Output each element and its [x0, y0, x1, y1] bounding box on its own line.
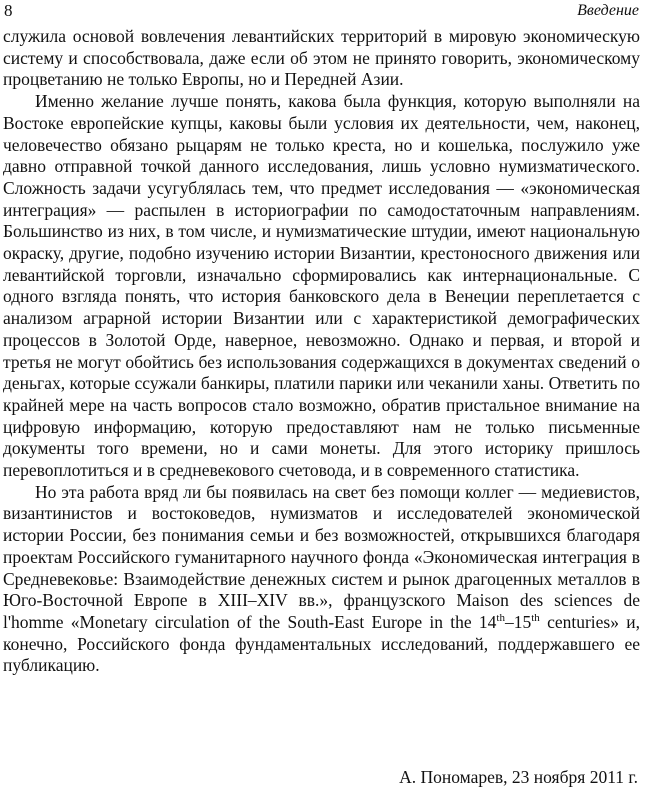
ordinal-suffix: th: [531, 612, 540, 625]
running-title: Введение: [577, 2, 639, 19]
page-number: 8: [4, 1, 13, 20]
paragraph-3-text-a: Но эта работа вряд ли бы появилась на свет без помощи коллег — медиевистов, византинистов и востоковедов, нумизматов и исследователей экономической истории России, без понимания семьи и без возможностей, открывшихся благодаря проектам Российского гуманитарного научного фонда «Экономическая интеграция в Средневековье: Взаимодействие денежных систем и рынок драгоценных металлов в Юго-Восточной Европе в XIII–XIV вв.», французского Maison des sciences de l'homme «Monetary circulation of the South-East Europe in the 14: [3, 481, 640, 632]
ordinal-suffix: th: [496, 612, 505, 625]
paragraph-3-text-c: centuries» и, конечно, Российского фонда фундаментальных исследований, поддержавшего ее публикацию.: [3, 611, 641, 676]
paragraph-2: Именно желание лучше понять, какова была функция, которую выполняли на Востоке европейские купцы, каковы были условия их деятельности, чем, наконец, человечество обязано рыцарям не только креста, но и кошелька, послужило уже давно отправной точкой данного исследования, лишь условно нумизматического. Сложность задачи усугублялась тем, что предмет исследования — «экономическая интеграция» — распылен в историографии по самодостаточным направлениям. Большинство из них, в том числе, и нумизматические штудии, имеют национальную окраску, другие, подобно изучению истории Византии, крестоносного движения или левантийской торговли, изначально сформировались как интернациональные. С одного взгляда понять, что история банковского дела в Венеции переплетается с анализом аграрной истории Византии или с характеристикой демографических процессов в Золотой Орде, наверное, невозможно. Однако и первая, и второй и третья не могут обойтись без использования содержащихся в документах сведений о деньгах, которые ссужали банкиры, платили парики или чеканили ханы. Ответить по крайней мере на часть вопросов стало возможно, обратив пристальное внимание на цифровую информацию, которую предоставляют нам не только письменные документы того времени, но и сами монеты. Для этого историку пришлось перевоплотиться и в средневекового счетовода, и в современного статистика.: [3, 91, 640, 481]
paragraph-3-text-b: –15: [504, 611, 532, 632]
page-header: [0, 0, 645, 22]
text-body: [3, 26, 640, 677]
paragraph-1: служила основой вовлечения левантийских территорий в мировую экономическую систему и способствовала, даже если об этом не принято говорить, экономическому процветанию не только Европы, но и Передней Азии.: [3, 26, 640, 90]
author-signature: А. Пономарев, 23 ноября 2011 г.: [399, 767, 638, 787]
paragraph-3: [3, 482, 640, 677]
